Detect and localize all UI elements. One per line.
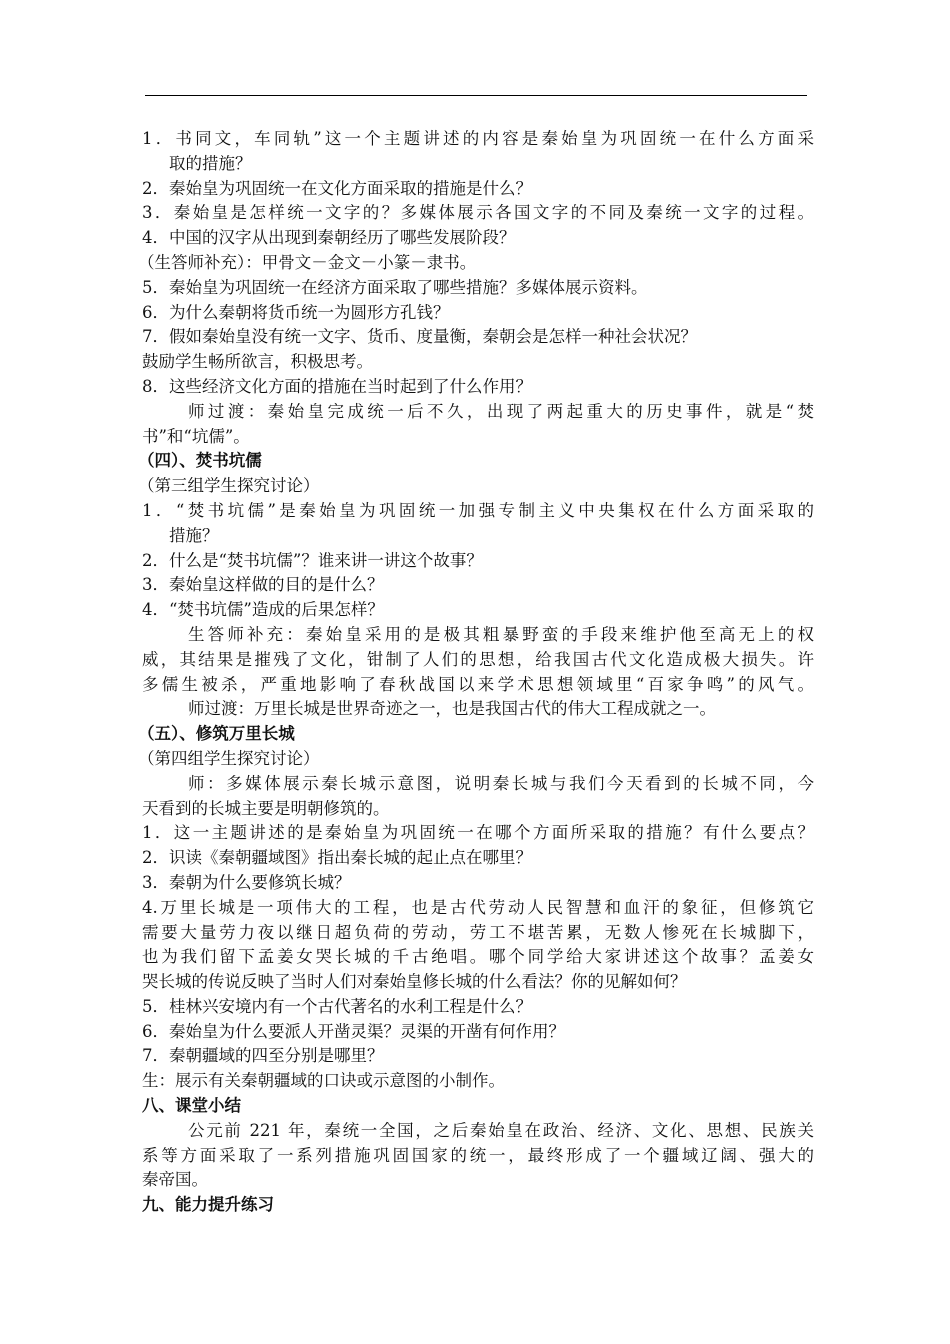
question-line: 4．“焚书坑儒”造成的后果怎样？	[142, 600, 384, 620]
question-line: 6．为什么秦朝将货币统一为圆形方孔钱？	[142, 302, 450, 322]
paragraph-line: 生答师补充：秦始皇采用的是极其粗暴野蛮的手段来维护他至高无上的权	[188, 624, 814, 644]
section-heading: （四）、焚书坑儒	[138, 451, 262, 471]
summary-line: 秦帝国。	[142, 1170, 208, 1190]
question-line: 1．书同文，车同轨”这一个主题讲述的内容是秦始皇为巩固统一在什么方面采	[142, 129, 814, 148]
student-line: 生：展示有关秦朝疆域的口诀或示意图的小制作。	[142, 1071, 505, 1091]
question-continuation: 措施？	[169, 525, 219, 545]
summary-line: 公元前 221 年，秦统一全国，之后秦始皇在政治、经济、文化、思想、民族关	[188, 1120, 814, 1140]
question-line: 3．秦朝为什么要修筑长城？	[142, 872, 351, 892]
question-line: 2．秦始皇为巩固统一在文化方面采取的措施是什么？	[142, 178, 532, 198]
question-continuation: 取的措施？	[169, 153, 252, 173]
question-line: 2．什么是“焚书坑儒”？谁来讲一讲这个故事？	[142, 550, 483, 570]
paragraph-line: 师：多媒体展示秦长城示意图，说明秦长城与我们今天看到的长城不同，今	[188, 773, 814, 793]
paragraph-line: 威，其结果是摧残了文化，钳制了人们的思想，给我国古代文化造成极大损失。许	[142, 649, 814, 669]
paragraph-line: 需要大量劳力夜以继日超负荷的劳动，劳工不堪苦累，无数人惨死在长城脚下，	[142, 922, 814, 942]
question-line: 1．这一主题讲述的是秦始皇为巩固统一在哪个方面所采取的措施？有什么要点？	[142, 823, 814, 843]
question-line: 4．中国的汉字从出现到秦朝经历了哪些发展阶段？	[142, 228, 516, 248]
answer-note: （生答师补充）：甲骨文－金文－小篆－隶书。	[138, 252, 477, 272]
question-line: 5．秦始皇为巩固统一在经济方面采取了哪些措施？多媒体展示资料。	[142, 277, 648, 297]
question-line: 2．识读《秦朝疆域图》指出秦长城的起止点在哪里？	[142, 848, 532, 868]
paragraph-line: 天看到的长城主要是明朝修筑的。	[142, 798, 390, 818]
header-rule	[145, 95, 807, 96]
paragraph-line: 师过渡：秦始皇完成统一后不久，出现了两起重大的历史事件，就是“焚	[188, 401, 814, 421]
paragraph-line: 书”和“坑儒”。	[142, 426, 250, 446]
section-heading: （五）、修筑万里长城	[138, 724, 295, 744]
question-line: 4.万里长城是一项伟大的工程，也是古代劳动人民智慧和血汗的象征，但修筑它	[142, 897, 814, 917]
paragraph-line: 师过渡：万里长城是世界奇迹之一，也是我国古代的伟大工程成就之一。	[188, 699, 716, 719]
question-line: 3．秦始皇是怎样统一文字的？多媒体展示各国文字的不同及秦统一文字的过程。	[142, 203, 814, 223]
question-line: 5．桂林兴安境内有一个古代著名的水利工程是什么？	[142, 996, 532, 1016]
question-line: 1．“焚书坑儒”是秦始皇为巩固统一加强专制主义中央集权在什么方面采取的	[142, 500, 814, 520]
document-body	[138, 127, 814, 1218]
question-line: 8．这些经济文化方面的措施在当时起到了什么作用？	[142, 376, 532, 396]
question-line: 6．秦始皇为什么要派人开凿灵渠？灵渠的开凿有何作用？	[142, 1021, 565, 1041]
summary-line: 系等方面采取了一系列措施巩固国家的统一，最终形成了一个疆域辽阔、强大的	[142, 1145, 814, 1165]
group-note: （第四组学生探究讨论）	[138, 748, 320, 768]
question-line: 7．假如秦始皇没有统一文字、货币、度量衡，秦朝会是怎样一种社会状况？	[142, 327, 697, 347]
group-note: （第三组学生探究讨论）	[138, 476, 320, 496]
section-heading: 八、课堂小结	[142, 1096, 241, 1116]
question-line: 3．秦始皇这样做的目的是什么？	[142, 575, 384, 595]
section-heading: 九、能力提升练习	[142, 1195, 274, 1215]
question-line: 7．秦朝疆域的四至分别是哪里？	[142, 1046, 384, 1066]
note-line: 鼓励学生畅所欲言，积极思考。	[142, 352, 373, 372]
paragraph-line: 哭长城的传说反映了当时人们对秦始皇修长城的什么看法？你的见解如何？	[142, 972, 687, 992]
paragraph-line: 也为我们留下孟姜女哭长城的千古绝唱。哪个同学给大家讲述这个故事？孟姜女	[142, 947, 814, 967]
paragraph-line: 多儒生被杀，严重地影响了春秋战国以来学术思想领域里“百家争鸣”的风气。	[142, 674, 814, 694]
